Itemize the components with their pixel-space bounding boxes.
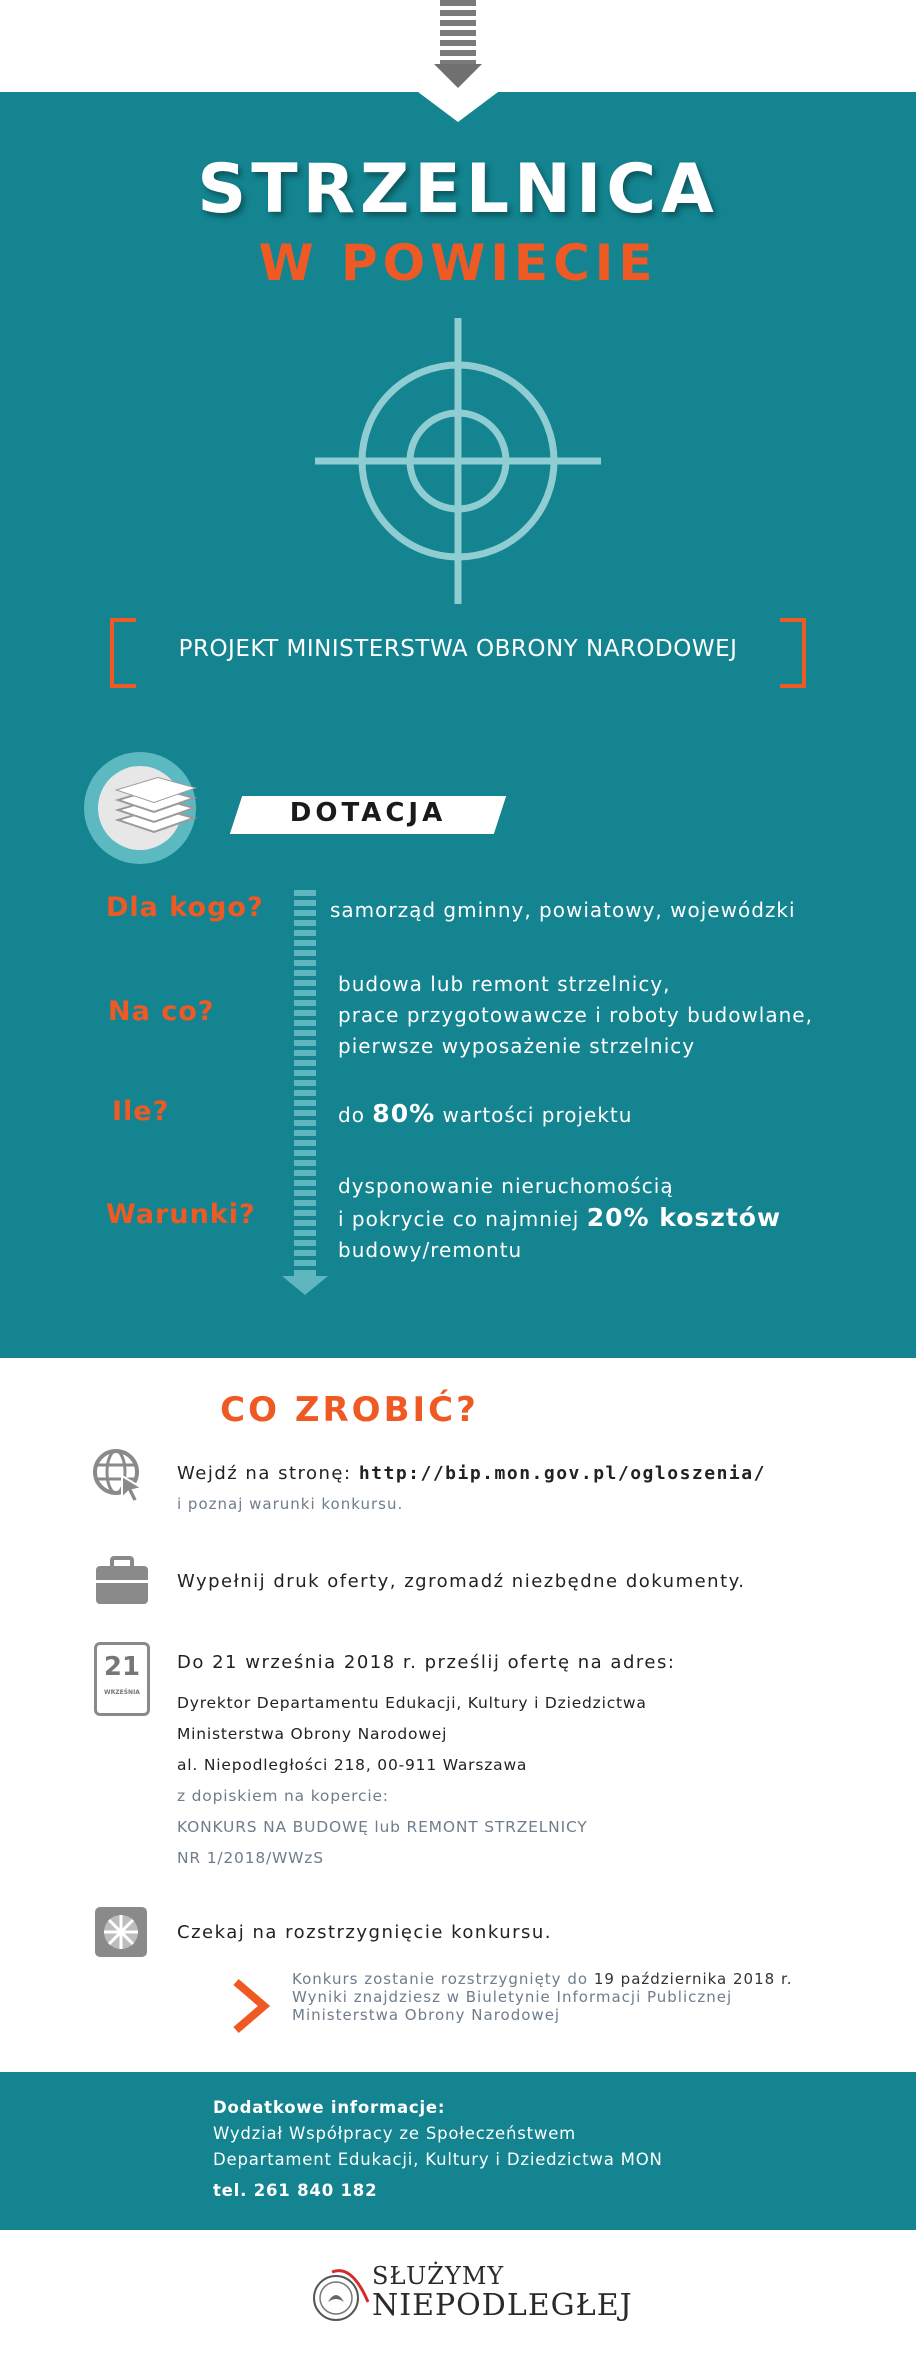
answer-warunki-line-3: budowy/remontu [338,1238,523,1262]
eagle-emblem-logo [308,2262,372,2328]
contact-phone: tel. 261 840 182 [213,2181,378,2200]
hourglass-clock-icon [94,1906,148,1958]
title-line-1: STRZELNICA [197,150,719,229]
answer-na-co-line-2: prace przygotowawcze i roboty budowlane, [338,1003,813,1027]
contact-line-1: Wydział Współpracy ze Społeczeństwem [213,2124,577,2143]
down-arrow-stem [440,0,476,66]
title-line-2: W POWIECIE [258,234,658,292]
answer-na-co-line-1: budowa lub remont strzelnicy, [338,972,671,996]
answer-warunki-line-2-text: i pokrycie co najmniej [338,1207,580,1231]
step-1-pre: Wejdź na stronę: [177,1463,352,1484]
answer-ile-value: 80% [372,1099,436,1128]
answer-dla-kogo: samorząd gminny, powiatowy, wojewódzki [330,898,796,922]
step-1-sub: i poznaj warunki konkursu. [177,1495,404,1513]
address-grey-line-2: NR 1/2018/WWzS [177,1849,324,1867]
chevron-right-icon [228,1978,274,2034]
result-block [292,1970,793,2024]
step-1-link[interactable]: http://bip.mon.gov.pl/ogloszenia/ [358,1463,766,1484]
question-dla-kogo: Dla kogo? [106,892,264,923]
answer-ile-post: wartości projektu [442,1103,633,1127]
contact-heading: Dodatkowe informacje: [213,2098,446,2117]
address-note: z dopiskiem na kopercie: [177,1787,389,1805]
result-pre: Konkurs zostanie rozstrzygnięty do [292,1970,589,1988]
calendar-month: WRZEŚNIA [104,1689,140,1696]
logo-line-1: SŁUŻYMY [372,2262,505,2290]
answer-na-co-line-3: pierwsze wyposażenie strzelnicy [338,1034,696,1058]
answer-ile [338,1098,632,1131]
address-block [177,1688,647,1874]
money-stack-icon [112,770,200,846]
step-4-text: Czekaj na rozstrzygnięcie konkursu. [177,1922,553,1943]
project-caption: PROJEKT MINISTERSTWA OBRONY NARODOWEJ [178,636,738,662]
logo-line-2: NIEPODLEGŁEJ [372,2288,633,2323]
top-notch [418,92,498,122]
result-line-3: Ministerstwa Obrony Narodowej [292,2006,561,2024]
question-warunki: Warunki? [106,1199,256,1230]
answer-warunki [338,1171,781,1266]
steps-heading: CO ZROBIĆ? [220,1390,479,1430]
dashed-timeline [294,890,316,1278]
down-arrow-icon [434,64,482,88]
answer-warunki-value: 20% kosztów [586,1203,782,1232]
answer-warunki-line-2 [338,1202,781,1235]
briefcase-icon [94,1556,150,1606]
step-3-text: Do 21 września 2018 r. prześlij ofertę na adres: [177,1652,676,1673]
answer-warunki-line-1: dysponowanie nieruchomością [338,1174,674,1198]
address-line-2: Ministerstwa Obrony Narodowej [177,1725,448,1743]
step-1-text [177,1463,766,1484]
contact-line-2: Departament Edukacji, Kultury i Dziedzictwa MON [213,2150,663,2169]
answer-na-co [338,969,813,1062]
answer-ile-pre: do [338,1103,365,1127]
crosshair-target-icon [315,318,601,604]
address-grey-line-1: KONKURS NA BUDOWĘ lub REMONT STRZELNICY [177,1818,588,1836]
address-line-1: Dyrektor Departamentu Edukacji, Kultury i Dziedzictwa [177,1694,647,1712]
result-line-2: Wyniki znajdziesz w Biuletynie Informacji Publicznej [292,1988,733,2006]
step-2-text: Wypełnij druk oferty, zgromadź niezbędne dokumenty. [177,1571,746,1592]
result-line-1 [292,1970,793,1988]
dotacja-label: DOTACJA [289,798,447,828]
timeline-arrow-icon [282,1276,328,1295]
calendar-day: 21 [103,1652,141,1682]
address-line-3: al. Niepodległości 218, 00-911 Warszawa [177,1756,528,1774]
globe-cursor-icon [92,1448,148,1504]
result-date: 19 października 2018 r. [593,1970,793,1988]
question-ile: Ile? [112,1096,170,1127]
question-na-co: Na co? [108,996,215,1027]
